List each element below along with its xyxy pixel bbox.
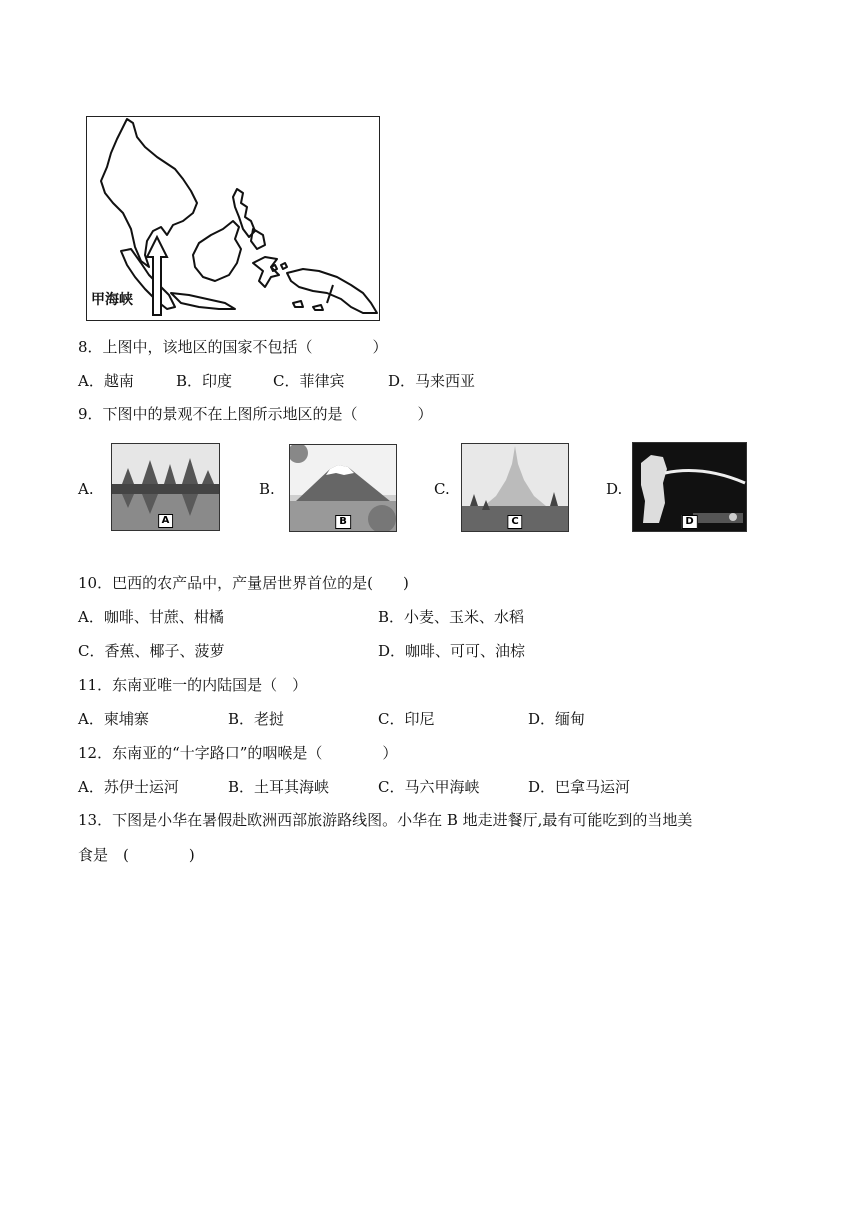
question-9-stem: 9．下图中的景观不在上图所示地区的是（ ） [78, 405, 433, 423]
q9-option-a-letter: A. [78, 480, 94, 498]
q11-option-b: B．老挝 [228, 710, 285, 728]
q8-option-d: D．马来西亚 [388, 372, 476, 390]
question-13-stem-line1: 13．下图是小华在暑假赴欧洲西部旅游路线图。小华在 B 地走进餐厅,最有可能吃到的当地美 [78, 811, 693, 829]
photo-shwedagon-pagoda [461, 443, 569, 532]
q12-option-d: D．巴拿马运河 [528, 778, 631, 796]
q8-option-c: C．菲律宾 [273, 372, 345, 390]
question-11-stem: 11．东南亚唯一的内陆国是（ ） [78, 676, 308, 694]
q12-option-c: C．马六甲海峡 [378, 778, 480, 796]
question-13-stem-line2: 食是 ( ) [78, 846, 195, 864]
q9-option-b-letter: B. [259, 480, 275, 498]
strait-label: 甲海峡 [91, 292, 133, 308]
question-10-stem: 10．巴西的农产品中，产量居世界首位的是( ) [78, 574, 409, 592]
question-12-stem: 12．东南亚的“十字路口”的咽喉是（ ） [78, 744, 398, 762]
q8-option-a: A．越南 [78, 372, 134, 390]
q10-option-a: A．咖啡、甘蔗、柑橘 [78, 608, 224, 626]
q10-option-b: B．小麦、玉米、水稻 [378, 608, 525, 626]
photo-tag-d: D [681, 515, 697, 529]
photo-tag-c: C [507, 515, 522, 529]
q10-option-d: D．咖啡、可可、油棕 [378, 642, 526, 660]
q8-option-b: B．印度 [176, 372, 233, 390]
photo-angkor-wat [111, 443, 220, 531]
q11-option-c: C．印尼 [378, 710, 435, 728]
q12-option-a: A．苏伊士运河 [78, 778, 179, 796]
photo-merlion [632, 442, 747, 532]
q11-option-d: D．缅甸 [528, 710, 586, 728]
photo-tag-b: B [335, 515, 351, 529]
q12-option-b: B．土耳其海峡 [228, 778, 330, 796]
photo-tag-a: A [158, 514, 174, 528]
q9-option-c-letter: C. [434, 480, 450, 498]
q11-option-a: A．柬埔寨 [78, 710, 149, 728]
question-8-stem: 8．上图中，该地区的国家不包括（ ） [78, 338, 388, 356]
q9-option-d-letter: D. [606, 480, 623, 498]
southeast-asia-map [86, 116, 380, 321]
photo-mount-fuji [289, 444, 397, 532]
q10-option-c: C．香蕉、椰子、菠萝 [78, 642, 225, 660]
